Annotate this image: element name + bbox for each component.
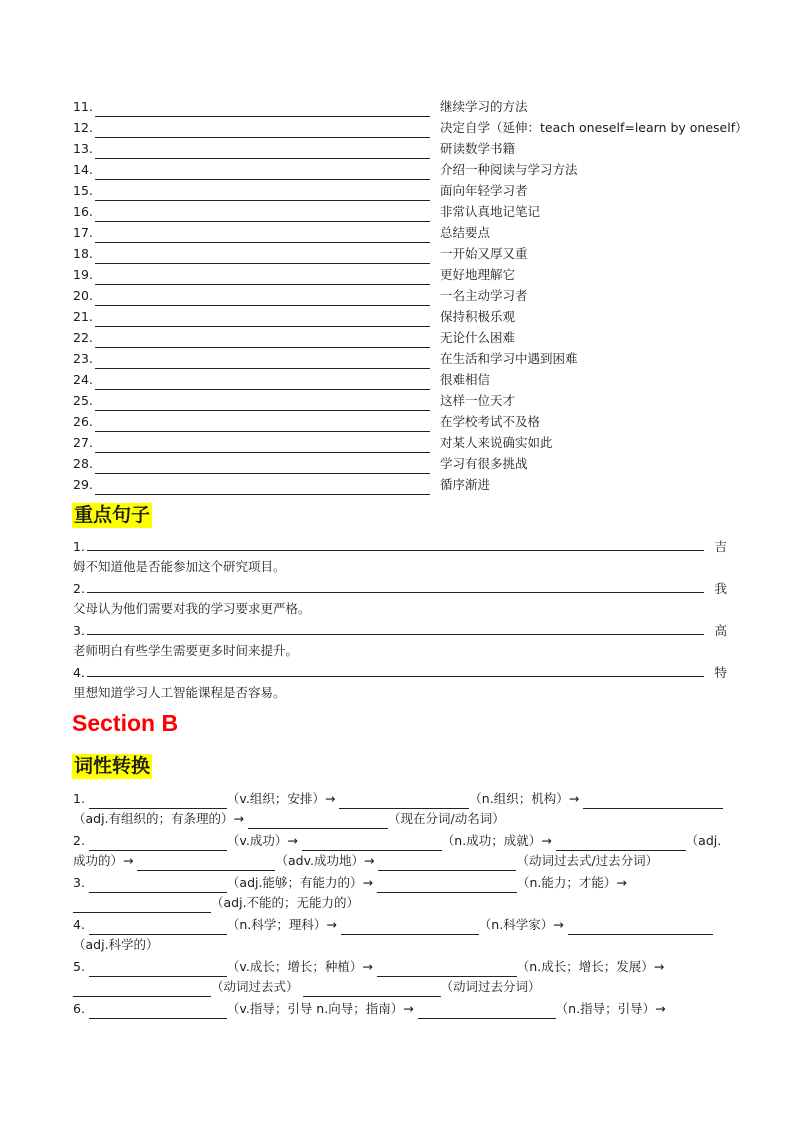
sentence-2-prompt-start: 我 — [714, 581, 727, 596]
conversion-1-line-1 — [73, 789, 727, 809]
part-of-speech-hint: （n.科学家） — [478, 917, 554, 932]
arrow-icon: → — [123, 853, 134, 868]
part-of-speech-hint: （adj.有组织的；有条理的） — [73, 811, 234, 826]
answer-blank[interactable] — [89, 1005, 227, 1019]
phrase-number: 12. — [73, 120, 93, 135]
sentence-3-prompt-start: 高 — [714, 623, 727, 638]
part-of-speech-hint: （v.成功） — [226, 833, 288, 848]
answer-blank[interactable] — [583, 795, 723, 809]
phrase-number: 21. — [73, 309, 93, 324]
phrase-row — [73, 181, 528, 201]
phrase-answer-blank[interactable] — [95, 145, 430, 159]
phrase-number: 14. — [73, 162, 93, 177]
phrase-number: 18. — [73, 246, 93, 261]
answer-blank[interactable] — [73, 983, 211, 997]
sentence-1-prompt: 姆不知道他是否能参加这个研究项目。 — [73, 559, 286, 574]
conversion-number: 2. — [73, 833, 85, 848]
part-of-speech-hint: （n.能力；才能） — [516, 875, 617, 890]
answer-blank[interactable] — [89, 795, 227, 809]
part-of-speech-hint: 成功的） — [73, 853, 124, 868]
phrase-chinese-prompt: 一名主动学习者 — [440, 288, 528, 303]
phrase-number: 13. — [73, 141, 93, 156]
phrase-row — [73, 454, 528, 474]
arrow-icon: → — [541, 833, 552, 848]
conversion-number: 6. — [73, 1001, 85, 1016]
phrase-chinese-prompt: 决定自学（延伸：teach oneself=learn by oneself） — [440, 120, 748, 135]
arrow-icon: → — [326, 917, 337, 932]
phrase-row — [73, 433, 553, 453]
phrase-row — [73, 370, 490, 390]
phrase-row — [73, 349, 578, 369]
phrase-answer-blank[interactable] — [95, 271, 430, 285]
part-of-speech-hint: （动词过去式） — [211, 979, 299, 994]
answer-blank[interactable] — [302, 837, 442, 851]
phrase-row — [73, 223, 490, 243]
answer-blank[interactable] — [556, 837, 686, 851]
sentence-number: 3. — [73, 623, 85, 638]
part-of-speech-hint: （adj.科学的） — [73, 937, 159, 952]
part-of-speech-hint: （n.成长；增长；发展） — [516, 959, 654, 974]
part-of-speech-hint: （adj.能够；有能力的） — [226, 875, 363, 890]
phrase-answer-blank[interactable] — [95, 397, 430, 411]
phrase-answer-blank[interactable] — [95, 313, 430, 327]
conversion-3-line-2 — [73, 893, 727, 913]
arrow-icon: → — [362, 959, 373, 974]
phrase-row — [73, 202, 540, 222]
part-of-speech-hint: （v.指导；引导 n.向导；指南） — [226, 1001, 404, 1016]
phrase-answer-blank[interactable] — [95, 355, 430, 369]
sentence-3-answer-blank[interactable] — [87, 621, 704, 635]
phrase-row — [73, 118, 748, 138]
phrase-chinese-prompt: 循序渐进 — [440, 477, 491, 492]
part-of-speech-hint: （n.科学；理科） — [226, 917, 327, 932]
phrase-row — [73, 412, 540, 432]
phrase-number: 27. — [73, 435, 93, 450]
phrase-number: 28. — [73, 456, 93, 471]
part-of-speech-hint: （v.成长；增长；种植） — [226, 959, 363, 974]
phrase-number: 26. — [73, 414, 93, 429]
sentence-2-prompt: 父母认为他们需要对我的学习要求更严格。 — [73, 601, 311, 616]
answer-blank[interactable] — [73, 899, 211, 913]
conversion-5-line-1 — [73, 957, 727, 977]
word-forms-heading: 词性转换 — [74, 755, 151, 777]
conversion-number: 3. — [73, 875, 85, 890]
phrase-row — [73, 265, 515, 285]
answer-blank[interactable] — [89, 837, 227, 851]
phrase-row — [73, 307, 515, 327]
arrow-icon: → — [553, 917, 564, 932]
phrase-number: 11. — [73, 99, 93, 114]
part-of-speech-hint: （n.指导；引导） — [555, 1001, 656, 1016]
part-of-speech-hint: （动词过去式/过去分词） — [516, 853, 659, 868]
phrase-row — [73, 475, 490, 495]
sentence-3-prompt: 老师明白有些学生需要更多时间来提升。 — [73, 643, 299, 658]
conversion-number: 4. — [73, 917, 85, 932]
answer-blank[interactable] — [378, 857, 516, 871]
answer-blank[interactable] — [89, 921, 227, 935]
phrase-number: 23. — [73, 351, 93, 366]
part-of-speech-hint: （n.组织；机构） — [469, 791, 569, 806]
sentence-number: 4. — [73, 665, 85, 680]
part-of-speech-hint: （adv.成功地） — [275, 853, 364, 868]
phrase-number: 20. — [73, 288, 93, 303]
conversion-1-line-2 — [73, 809, 727, 829]
answer-blank[interactable] — [568, 921, 713, 935]
sentence-4-answer-blank[interactable] — [87, 663, 704, 677]
part-of-speech-hint: （现在分词/动名词） — [388, 811, 505, 826]
answer-blank[interactable] — [248, 815, 388, 829]
phrase-chinese-prompt: 无论什么困难 — [440, 330, 516, 345]
arrow-icon: → — [233, 811, 245, 826]
phrase-row — [73, 244, 528, 264]
phrase-answer-blank[interactable] — [95, 439, 430, 453]
phrase-row — [73, 286, 528, 306]
phrase-answer-blank[interactable] — [95, 208, 430, 222]
phrase-chinese-prompt: 总结要点 — [440, 225, 491, 240]
answer-blank[interactable] — [339, 795, 469, 809]
phrase-row — [73, 391, 515, 411]
sentence-4-prompt-start: 特 — [714, 665, 727, 680]
arrow-icon: → — [568, 791, 580, 806]
arrow-icon: → — [324, 791, 336, 806]
conversion-number: 1. — [73, 791, 85, 806]
phrase-answer-blank[interactable] — [95, 229, 430, 243]
phrase-row — [73, 139, 515, 159]
part-of-speech-hint: （adj. — [685, 833, 722, 848]
answer-blank[interactable] — [418, 1005, 556, 1019]
answer-blank[interactable] — [89, 963, 227, 977]
conversion-3-line-1 — [73, 873, 727, 893]
phrase-answer-blank[interactable] — [95, 292, 430, 306]
phrase-answer-blank[interactable] — [95, 187, 430, 201]
sentence-4-prompt: 里想知道学习人工智能课程是否容易。 — [73, 685, 286, 700]
phrase-row — [73, 97, 528, 117]
arrow-icon: → — [655, 1001, 666, 1016]
phrase-number: 29. — [73, 477, 93, 492]
phrase-chinese-prompt: 继续学习的方法 — [440, 99, 528, 114]
phrase-chinese-prompt: 非常认真地记笔记 — [440, 204, 541, 219]
arrow-icon: → — [653, 959, 665, 974]
phrase-answer-blank[interactable] — [95, 166, 430, 180]
phrase-answer-blank[interactable] — [95, 376, 430, 390]
conversion-4-line-2 — [73, 935, 727, 955]
phrase-number: 15. — [73, 183, 93, 198]
phrase-number: 24. — [73, 372, 93, 387]
sentence-number: 1. — [73, 539, 85, 554]
sentence-3-line — [73, 621, 727, 641]
phrase-chinese-prompt: 学习有很多挑战 — [440, 456, 528, 471]
sentence-1-answer-blank[interactable] — [87, 537, 704, 551]
answer-blank[interactable] — [377, 963, 517, 977]
sentence-4-line — [73, 663, 727, 683]
part-of-speech-hint: （n.成功；成就） — [441, 833, 542, 848]
conversion-2-line-2 — [73, 851, 727, 871]
conversion-number: 5. — [73, 959, 85, 974]
conversion-6-line-1 — [73, 999, 727, 1019]
conversion-4-line-1 — [73, 915, 727, 935]
phrase-number: 16. — [73, 204, 93, 219]
phrase-number: 25. — [73, 393, 93, 408]
phrase-chinese-prompt: 很难相信 — [440, 372, 491, 387]
part-of-speech-hint: （v.组织；安排） — [226, 791, 325, 806]
answer-blank[interactable] — [341, 921, 479, 935]
sentence-number: 2. — [73, 581, 85, 596]
answer-blank[interactable] — [303, 983, 441, 997]
phrase-answer-blank[interactable] — [95, 334, 430, 348]
section-title: Section B — [72, 710, 179, 736]
phrase-answer-blank[interactable] — [95, 103, 430, 117]
arrow-icon: → — [362, 875, 373, 890]
phrase-chinese-prompt: 这样一位天才 — [440, 393, 516, 408]
phrase-chinese-prompt: 在生活和学习中遇到困难 — [440, 351, 578, 366]
phrase-answer-blank[interactable] — [95, 250, 430, 264]
key-sentences-heading: 重点句子 — [74, 504, 151, 526]
phrase-chinese-prompt: 保持积极乐观 — [440, 309, 516, 324]
phrase-row — [73, 328, 515, 348]
sentence-1-prompt-start: 吉 — [714, 539, 727, 554]
sentence-1-line — [73, 537, 727, 557]
arrow-icon: → — [287, 833, 298, 848]
arrow-icon: → — [403, 1001, 414, 1016]
phrase-chinese-prompt: 更好地理解它 — [440, 267, 516, 282]
phrase-row — [73, 160, 578, 180]
phrase-number: 19. — [73, 267, 93, 282]
arrow-icon: → — [616, 875, 627, 890]
phrase-chinese-prompt: 面向年轻学习者 — [440, 183, 528, 198]
phrase-number: 17. — [73, 225, 93, 240]
arrow-icon: → — [363, 853, 375, 868]
answer-blank[interactable] — [137, 857, 275, 871]
phrase-answer-blank[interactable] — [95, 460, 430, 474]
conversion-5-line-2 — [73, 977, 727, 997]
part-of-speech-hint: （adj.不能的；无能力的） — [211, 895, 360, 910]
conversion-2-line-1 — [73, 831, 727, 851]
phrase-chinese-prompt: 对某人来说确实如此 — [440, 435, 553, 450]
phrase-chinese-prompt: 研读数学书籍 — [440, 141, 516, 156]
phrase-chinese-prompt: 介绍一种阅读与学习方法 — [440, 162, 578, 177]
part-of-speech-hint: （动词过去分词） — [440, 979, 541, 994]
phrase-answer-blank[interactable] — [95, 481, 430, 495]
answer-blank[interactable] — [377, 879, 517, 893]
phrase-chinese-prompt: 在学校考试不及格 — [440, 414, 541, 429]
answer-blank[interactable] — [89, 879, 227, 893]
sentence-2-answer-blank[interactable] — [87, 579, 704, 593]
phrase-answer-blank[interactable] — [95, 418, 430, 432]
phrase-chinese-prompt: 一开始又厚又重 — [440, 246, 528, 261]
phrase-answer-blank[interactable] — [95, 124, 430, 138]
phrase-number: 22. — [73, 330, 93, 345]
sentence-2-line — [73, 579, 727, 599]
